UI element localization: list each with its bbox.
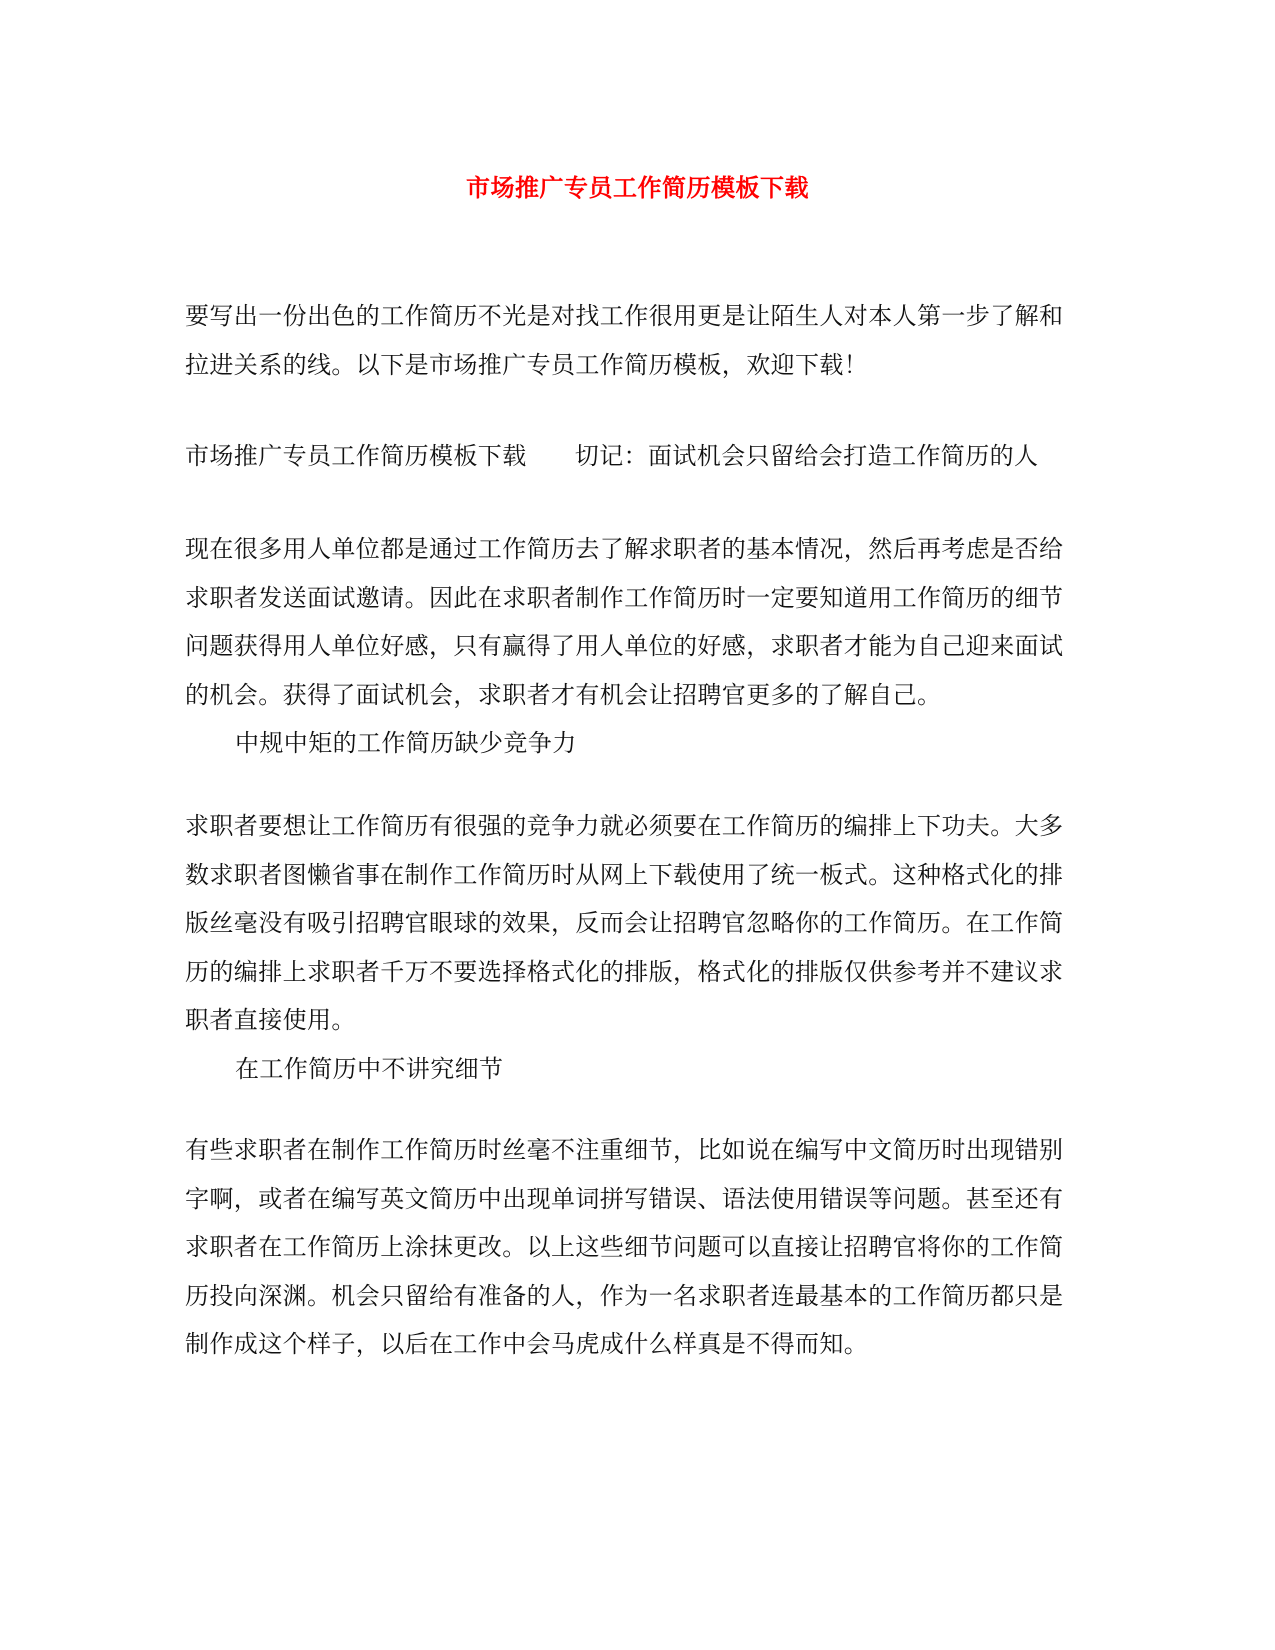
section-heading: 在工作简历中不讲究细节 bbox=[235, 1054, 504, 1083]
paragraph-line: 职者直接使用。 bbox=[185, 1006, 356, 1034]
subtitle-right: 切记：面试机会只留给会打造工作简历的人 bbox=[574, 442, 1039, 470]
paragraph-1 bbox=[185, 525, 1085, 768]
intro-line: 要写出一份出色的工作简历不光是对找工作很用更是让陌生人对本人第一步了解和 bbox=[185, 302, 1064, 330]
paragraph-line: 历的编排上求职者千万不要选择格式化的排版，格式化的排版仅供参考并不建议求 bbox=[185, 957, 1064, 986]
subtitle-gap bbox=[527, 442, 575, 470]
paragraph-line: 的机会。获得了面试机会，求职者才有机会让招聘官更多的了解自己。 bbox=[185, 680, 942, 709]
paragraph-line: 求职者发送面试邀请。因此在求职者制作工作简历时一定要知道用工作简历的细节 bbox=[185, 583, 1064, 612]
paragraph-line: 现在很多用人单位都是通过工作简历去了解求职者的基本情况，然后再考虑是否给 bbox=[185, 535, 1064, 563]
paragraph-line: 求职者要想让工作简历有很强的竞争力就必须要在工作简历的编排上下功夫。大多 bbox=[185, 812, 1064, 840]
paragraph-line: 版丝毫没有吸引招聘官眼球的效果，反而会让招聘官忽略你的工作简历。在工作简 bbox=[185, 909, 1064, 937]
paragraph-line: 问题获得用人单位好感，只有赢得了用人单位的好感，求职者才能为自己迎来面试 bbox=[185, 632, 1064, 660]
paragraph-line: 求职者在工作简历上涂抹更改。以上这些细节问题可以直接让招聘官将你的工作简 bbox=[185, 1233, 1064, 1261]
intro-paragraph bbox=[185, 292, 1085, 389]
document-title: 市场推广专员工作简历模板下载 bbox=[466, 173, 809, 202]
paragraph-line: 字啊，或者在编写英文简历中出现单词拼写错误、语法使用错误等问题。甚至还有 bbox=[185, 1184, 1064, 1213]
paragraph-line: 历投向深渊。机会只留给有准备的人，作为一名求职者连最基本的工作简历都只是 bbox=[185, 1281, 1064, 1310]
subtitle-row bbox=[185, 432, 1085, 481]
paragraph-line: 制作成这个样子，以后在工作中会马虎成什么样真是不得而知。 bbox=[185, 1330, 869, 1358]
intro-line: 拉进关系的线。以下是市场推广专员工作简历模板，欢迎下载！ bbox=[185, 350, 869, 379]
paragraph-line: 有些求职者在制作工作简历时丝毫不注重细节，比如说在编写中文简历时出现错别 bbox=[185, 1136, 1064, 1164]
section-heading: 中规中矩的工作简历缺少竞争力 bbox=[235, 729, 577, 757]
subtitle-left: 市场推广专员工作简历模板下载 bbox=[185, 442, 527, 470]
paragraph-3 bbox=[185, 1126, 1085, 1369]
paragraph-2 bbox=[185, 802, 1085, 1093]
paragraph-line: 数求职者图懒省事在制作工作简历时从网上下载使用了统一板式。这种格式化的排 bbox=[185, 860, 1064, 889]
